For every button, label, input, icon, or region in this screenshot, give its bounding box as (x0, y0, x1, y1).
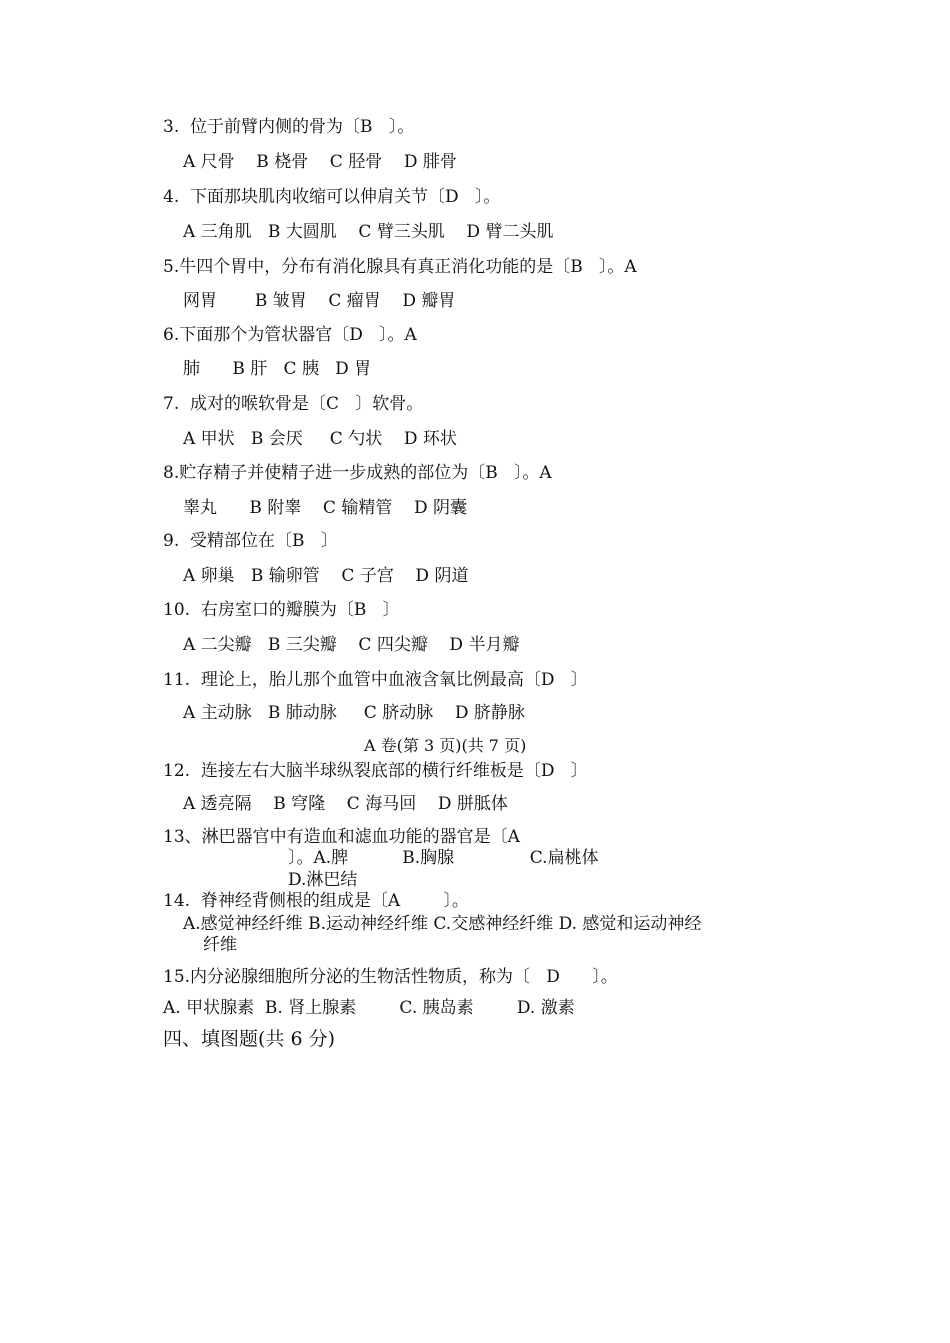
question-11-options: A 主动脉 B 肺动脉 C 脐动脉 D 脐静脉 (183, 703, 525, 723)
question-6-options: 肺 B 肝 C 胰 D 胃 (183, 359, 372, 379)
question-5-options: 网胃 B 皱胃 C 瘤胃 D 瓣胃 (183, 291, 456, 311)
question-4-stem: 4. 下面那块肌肉收缩可以伸肩关节〔D 〕。 (163, 187, 501, 207)
question-5-stem: 5.牛四个胃中，分布有消化腺具有真正消化功能的是〔B 〕。A (163, 257, 637, 277)
question-15-options: A. 甲状腺素 B. 肾上腺素 C. 胰岛素 D. 激素 (163, 998, 575, 1018)
question-6-stem: 6.下面那个为管状器官〔D 〕。A (163, 325, 417, 345)
question-12-stem: 12. 连接左右大脑半球纵裂底部的横行纤维板是〔D 〕 (163, 761, 588, 781)
question-10-options: A 二尖瓣 B 三尖瓣 C 四尖瓣 D 半月瓣 (183, 635, 520, 655)
question-9-stem: 9. 受精部位在〔B 〕 (163, 531, 338, 551)
section-heading: 四、填图题(共 6 分) (163, 1028, 335, 1050)
question-13-stem: 13、淋巴器官中有造血和滤血功能的器官是〔A (163, 827, 520, 847)
question-7-stem: 7. 成对的喉软骨是〔C 〕软骨。 (163, 394, 424, 414)
question-9-options: A 卵巢 B 输卵管 C 子宫 D 阴道 (183, 566, 469, 586)
question-14-options-cont: 纤维 (203, 935, 237, 955)
question-10-stem: 10. 右房室口的瓣膜为〔B 〕 (163, 600, 400, 620)
question-4-options: A 三角肌 B 大圆肌 C 臂三头肌 D 臂二头肌 (183, 222, 554, 242)
question-13-options: 〕。A.脾 B.胸腺 C.扁桃体 (288, 848, 599, 868)
question-3-options: A 尺骨 B 桡骨 C 胫骨 D 腓骨 (183, 152, 457, 172)
question-8-stem: 8.贮存精子并使精子进一步成熟的部位为〔B 〕。A (163, 463, 552, 483)
question-8-options: 睾丸 B 附睾 C 输精管 D 阴囊 (183, 498, 467, 518)
question-11-stem: 11. 理论上，胎儿那个血管中血液含氧比例最高〔D 〕 (163, 670, 588, 690)
question-14-stem: 14. 脊神经背侧根的组成是〔A 〕。 (163, 891, 469, 911)
question-12-options: A 透亮隔 B 穹隆 C 海马回 D 胼胝体 (183, 794, 508, 814)
question-7-options: A 甲状 B 会厌 C 勺状 D 环状 (183, 429, 457, 449)
question-13-option-d: D.淋巴结 (288, 870, 358, 890)
question-14-options: A.感觉神经纤维 B.运动神经纤维 C.交感神经纤维 D. 感觉和运动神经 (183, 914, 702, 934)
question-3-stem: 3. 位于前臂内侧的骨为〔B 〕。 (163, 117, 415, 137)
page-footer: A 卷(第 3 页)(共 7 页) (364, 736, 527, 755)
question-15-stem: 15.内分泌腺细胞所分泌的生物活性物质，称为〔 D 〕。 (163, 967, 618, 987)
